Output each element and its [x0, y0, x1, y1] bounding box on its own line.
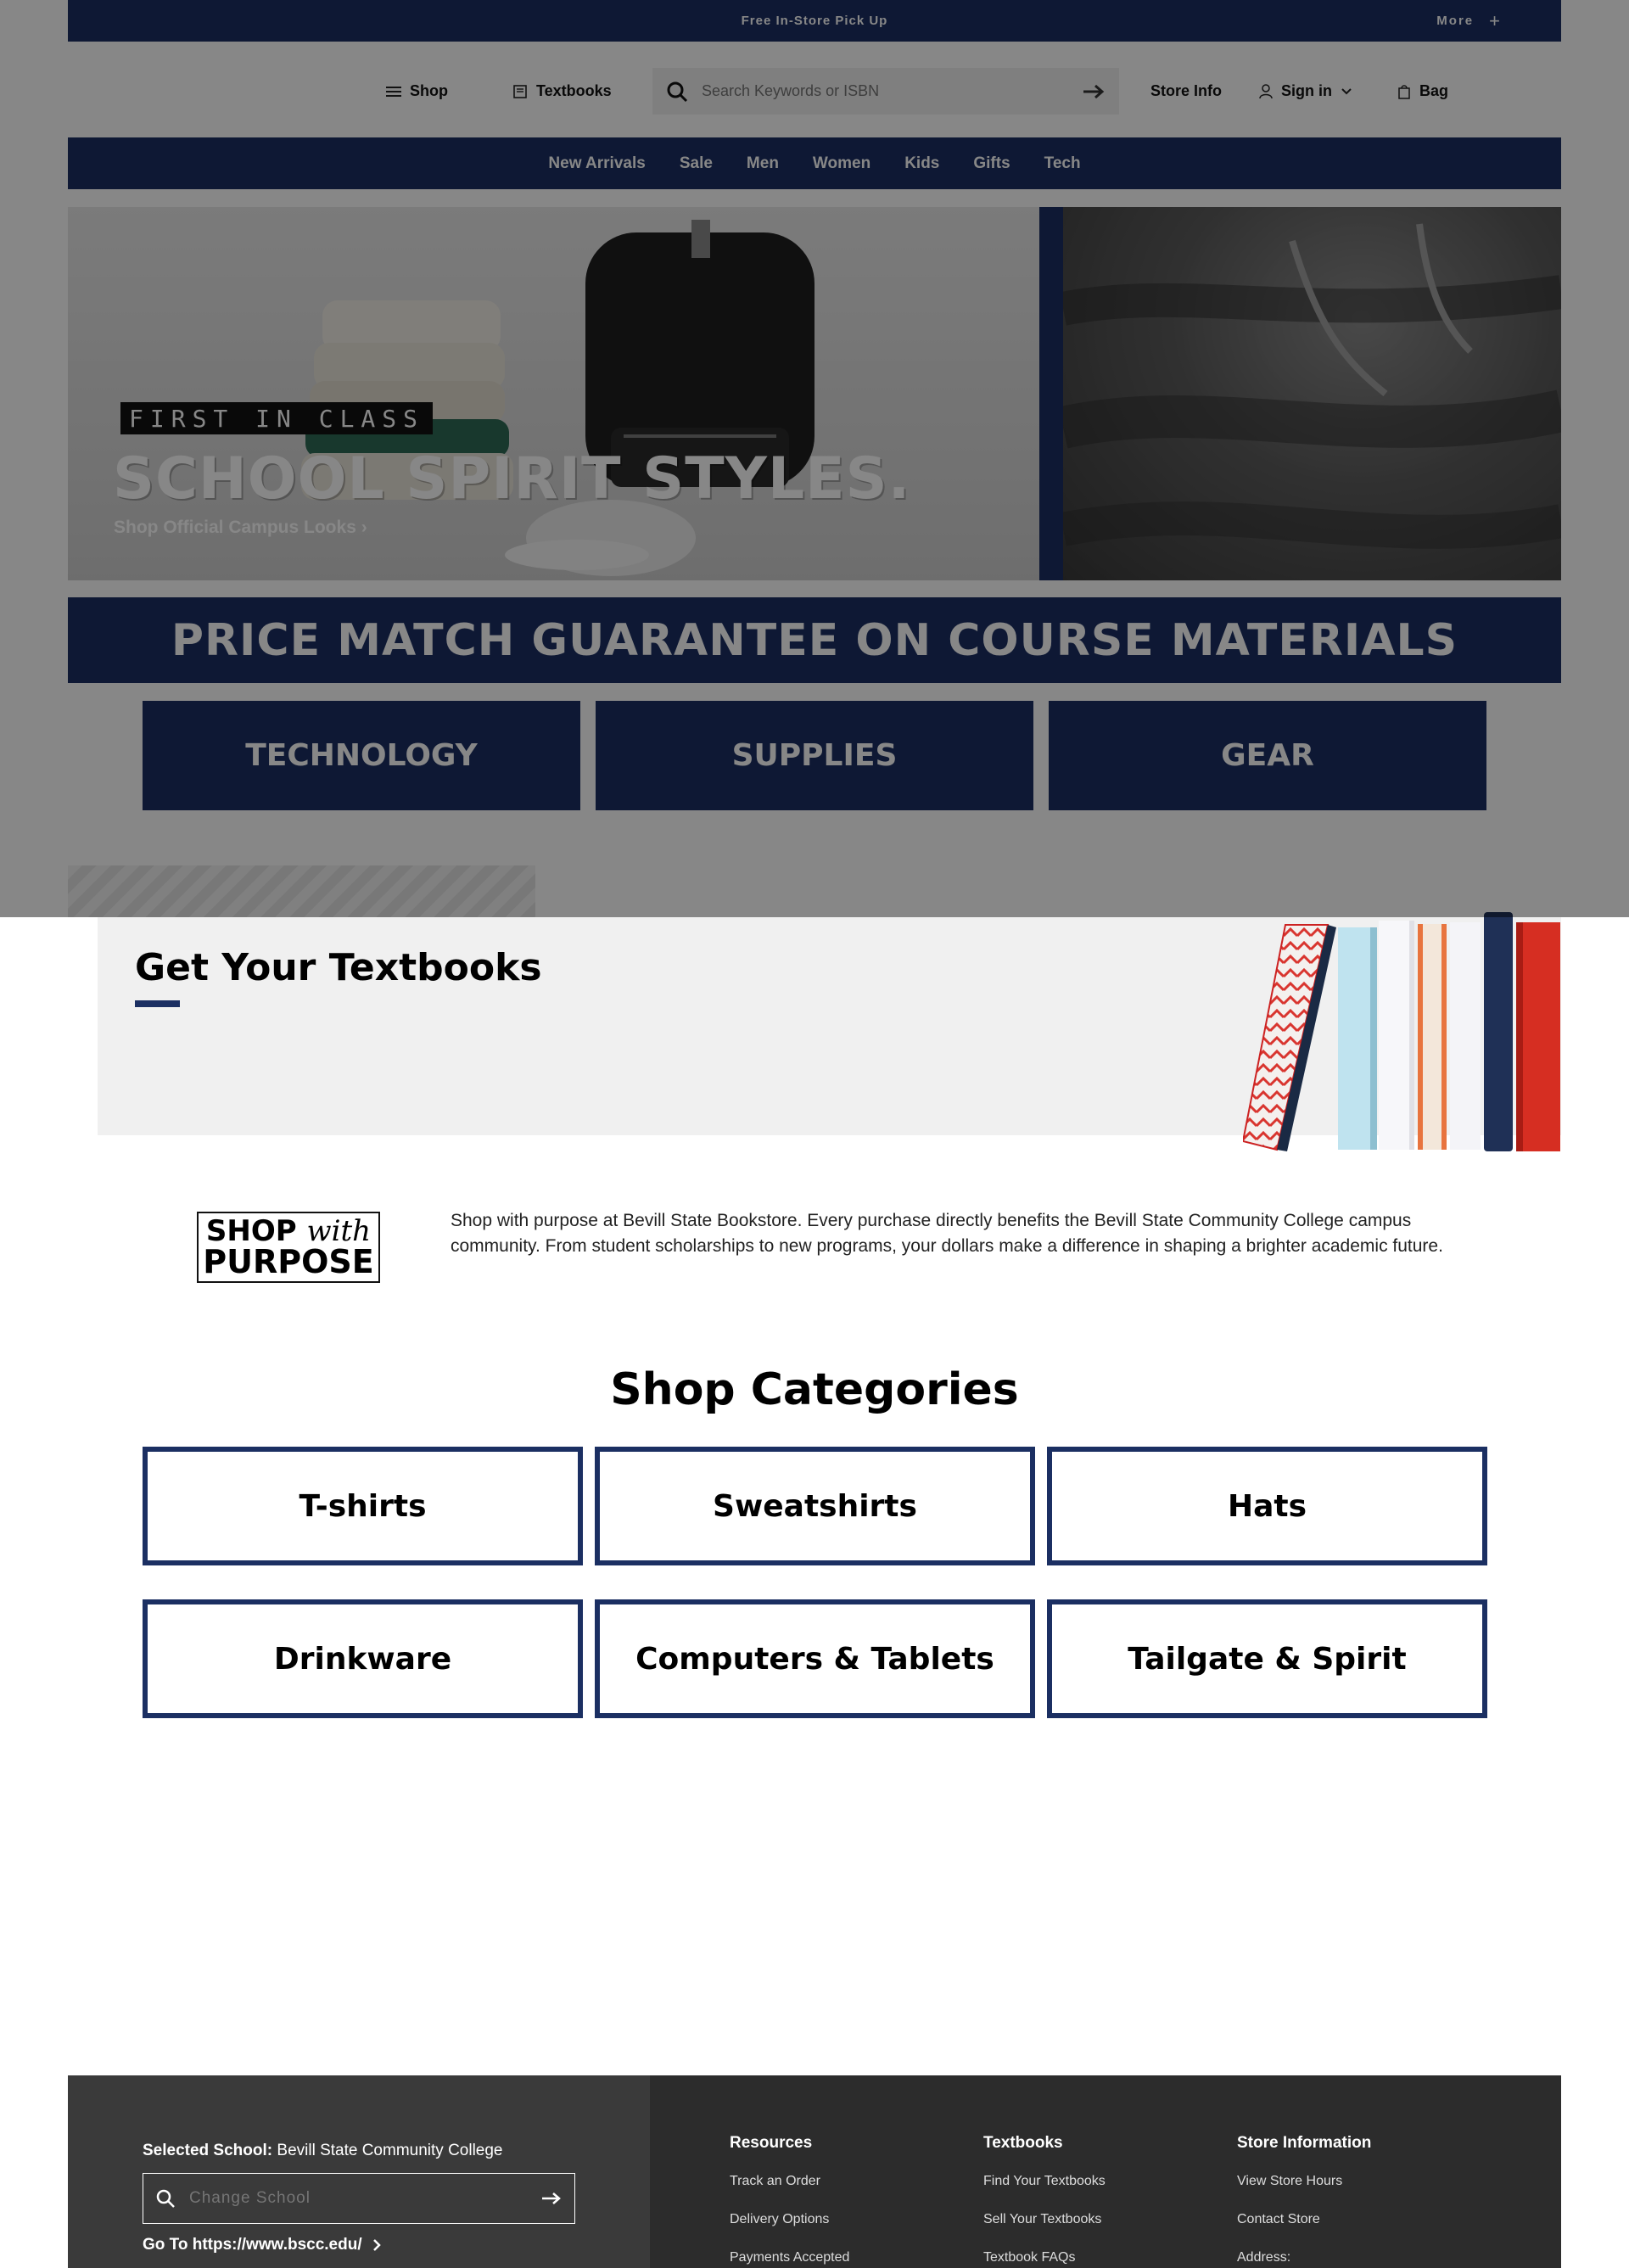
- footer-col-store-information: [1237, 2134, 1458, 2268]
- promo-more-label: More: [1436, 14, 1475, 28]
- textbooks-label: Textbooks: [536, 82, 612, 99]
- title-underline: [135, 1000, 180, 1007]
- shop-with-purpose-text: Shop with purpose at Bevill State Bookstore. Every purchase directly benefits the Bevill State Community College campus community. From student scholarships to new programs, your dollars make a difference in shaping a brighter academic future.: [451, 1211, 1443, 1256]
- change-school-field: [143, 2173, 575, 2224]
- promo-tile-technology[interactable]: TECHNOLOGY: [143, 701, 580, 810]
- footer-col-resources: [730, 2134, 950, 2268]
- selected-school-value: Bevill State Community College: [277, 2142, 503, 2159]
- footer-link-textbook-faqs[interactable]: Textbook FAQs: [983, 2250, 1076, 2265]
- footer-link-contact-store[interactable]: Contact Store: [1237, 2212, 1320, 2226]
- plus-icon: +: [1489, 9, 1502, 31]
- hero-badge: FIRST IN CLASS: [120, 402, 433, 434]
- nav-item-gifts[interactable]: Gifts: [973, 154, 1010, 172]
- top-region: [0, 0, 1629, 917]
- modal-overlay[interactable]: [0, 0, 1629, 917]
- category-tshirts[interactable]: T-shirts: [143, 1447, 583, 1565]
- nav-item-tech[interactable]: Tech: [1044, 154, 1081, 172]
- nav-item-women[interactable]: Women: [812, 154, 871, 172]
- footer-link-sell-textbooks[interactable]: Sell Your Textbooks: [983, 2212, 1102, 2226]
- search-icon: [155, 2188, 176, 2209]
- footer-link-payments-accepted[interactable]: Payments Accepted: [730, 2250, 850, 2265]
- footer-link-find-textbooks[interactable]: Find Your Textbooks: [983, 2174, 1106, 2188]
- logo-line1-b: with: [306, 1214, 372, 1248]
- footer-heading-textbooks: Textbooks: [983, 2134, 1063, 2152]
- selected-school: [143, 2142, 503, 2160]
- footer-heading-store-information: Store Information: [1237, 2134, 1372, 2152]
- category-hats[interactable]: Hats: [1047, 1447, 1487, 1565]
- hero-title: SCHOOL SPIRIT STYLES.: [113, 445, 911, 512]
- goto-school-label: Go To https://www.bscc.edu/: [143, 2236, 362, 2254]
- promo-tile-supplies[interactable]: SUPPLIES: [596, 701, 1033, 810]
- logo-line1-a: SHOP: [205, 1214, 307, 1248]
- chevron-right-icon: [372, 2238, 381, 2252]
- footer-col-textbooks: [983, 2134, 1204, 2268]
- promo-tile-gear[interactable]: GEAR: [1049, 701, 1486, 810]
- logo-line2: PURPOSE: [203, 1243, 374, 1280]
- category-computers-tablets[interactable]: Computers & Tablets: [595, 1599, 1035, 1718]
- goto-school-link[interactable]: [143, 2236, 381, 2254]
- store-info-label: Store Info: [1150, 82, 1222, 99]
- shop-categories-title: Shop Categories: [610, 1364, 1019, 1415]
- promo-text: Free In-Store Pick Up: [741, 14, 888, 28]
- selected-school-label: Selected School:: [143, 2142, 273, 2159]
- sign-in-label: Sign in: [1281, 82, 1332, 99]
- nav-item-new-arrivals[interactable]: New Arrivals: [548, 154, 646, 172]
- books-illustration: [1243, 912, 1561, 1154]
- footer-link-store-hours[interactable]: View Store Hours: [1237, 2174, 1343, 2188]
- category-drinkware[interactable]: Drinkware: [143, 1599, 583, 1718]
- change-school-input[interactable]: [189, 2189, 527, 2208]
- footer-link-track-order[interactable]: Track an Order: [730, 2174, 820, 2188]
- footer-heading-resources: Resources: [730, 2134, 813, 2152]
- shop-label: Shop: [410, 82, 448, 99]
- footer-link-delivery-options[interactable]: Delivery Options: [730, 2212, 830, 2226]
- nav-item-kids[interactable]: Kids: [904, 154, 940, 172]
- shop-with-purpose-logo: [197, 1212, 380, 1283]
- textbooks-title: Get Your Textbooks: [135, 946, 542, 989]
- arrow-right-icon[interactable]: [540, 2191, 563, 2206]
- price-match-banner[interactable]: PRICE MATCH GUARANTEE ON COURSE MATERIALS: [68, 597, 1561, 683]
- footer-address-label: Address:: [1237, 2250, 1291, 2265]
- category-sweatshirts[interactable]: Sweatshirts: [595, 1447, 1035, 1565]
- hero-link[interactable]: Shop Official Campus Looks ›: [114, 518, 367, 537]
- nav-item-sale[interactable]: Sale: [679, 154, 713, 172]
- nav-item-men[interactable]: Men: [746, 154, 779, 172]
- category-tailgate-spirit[interactable]: Tailgate & Spirit: [1047, 1599, 1487, 1718]
- bag-label: Bag: [1419, 82, 1449, 99]
